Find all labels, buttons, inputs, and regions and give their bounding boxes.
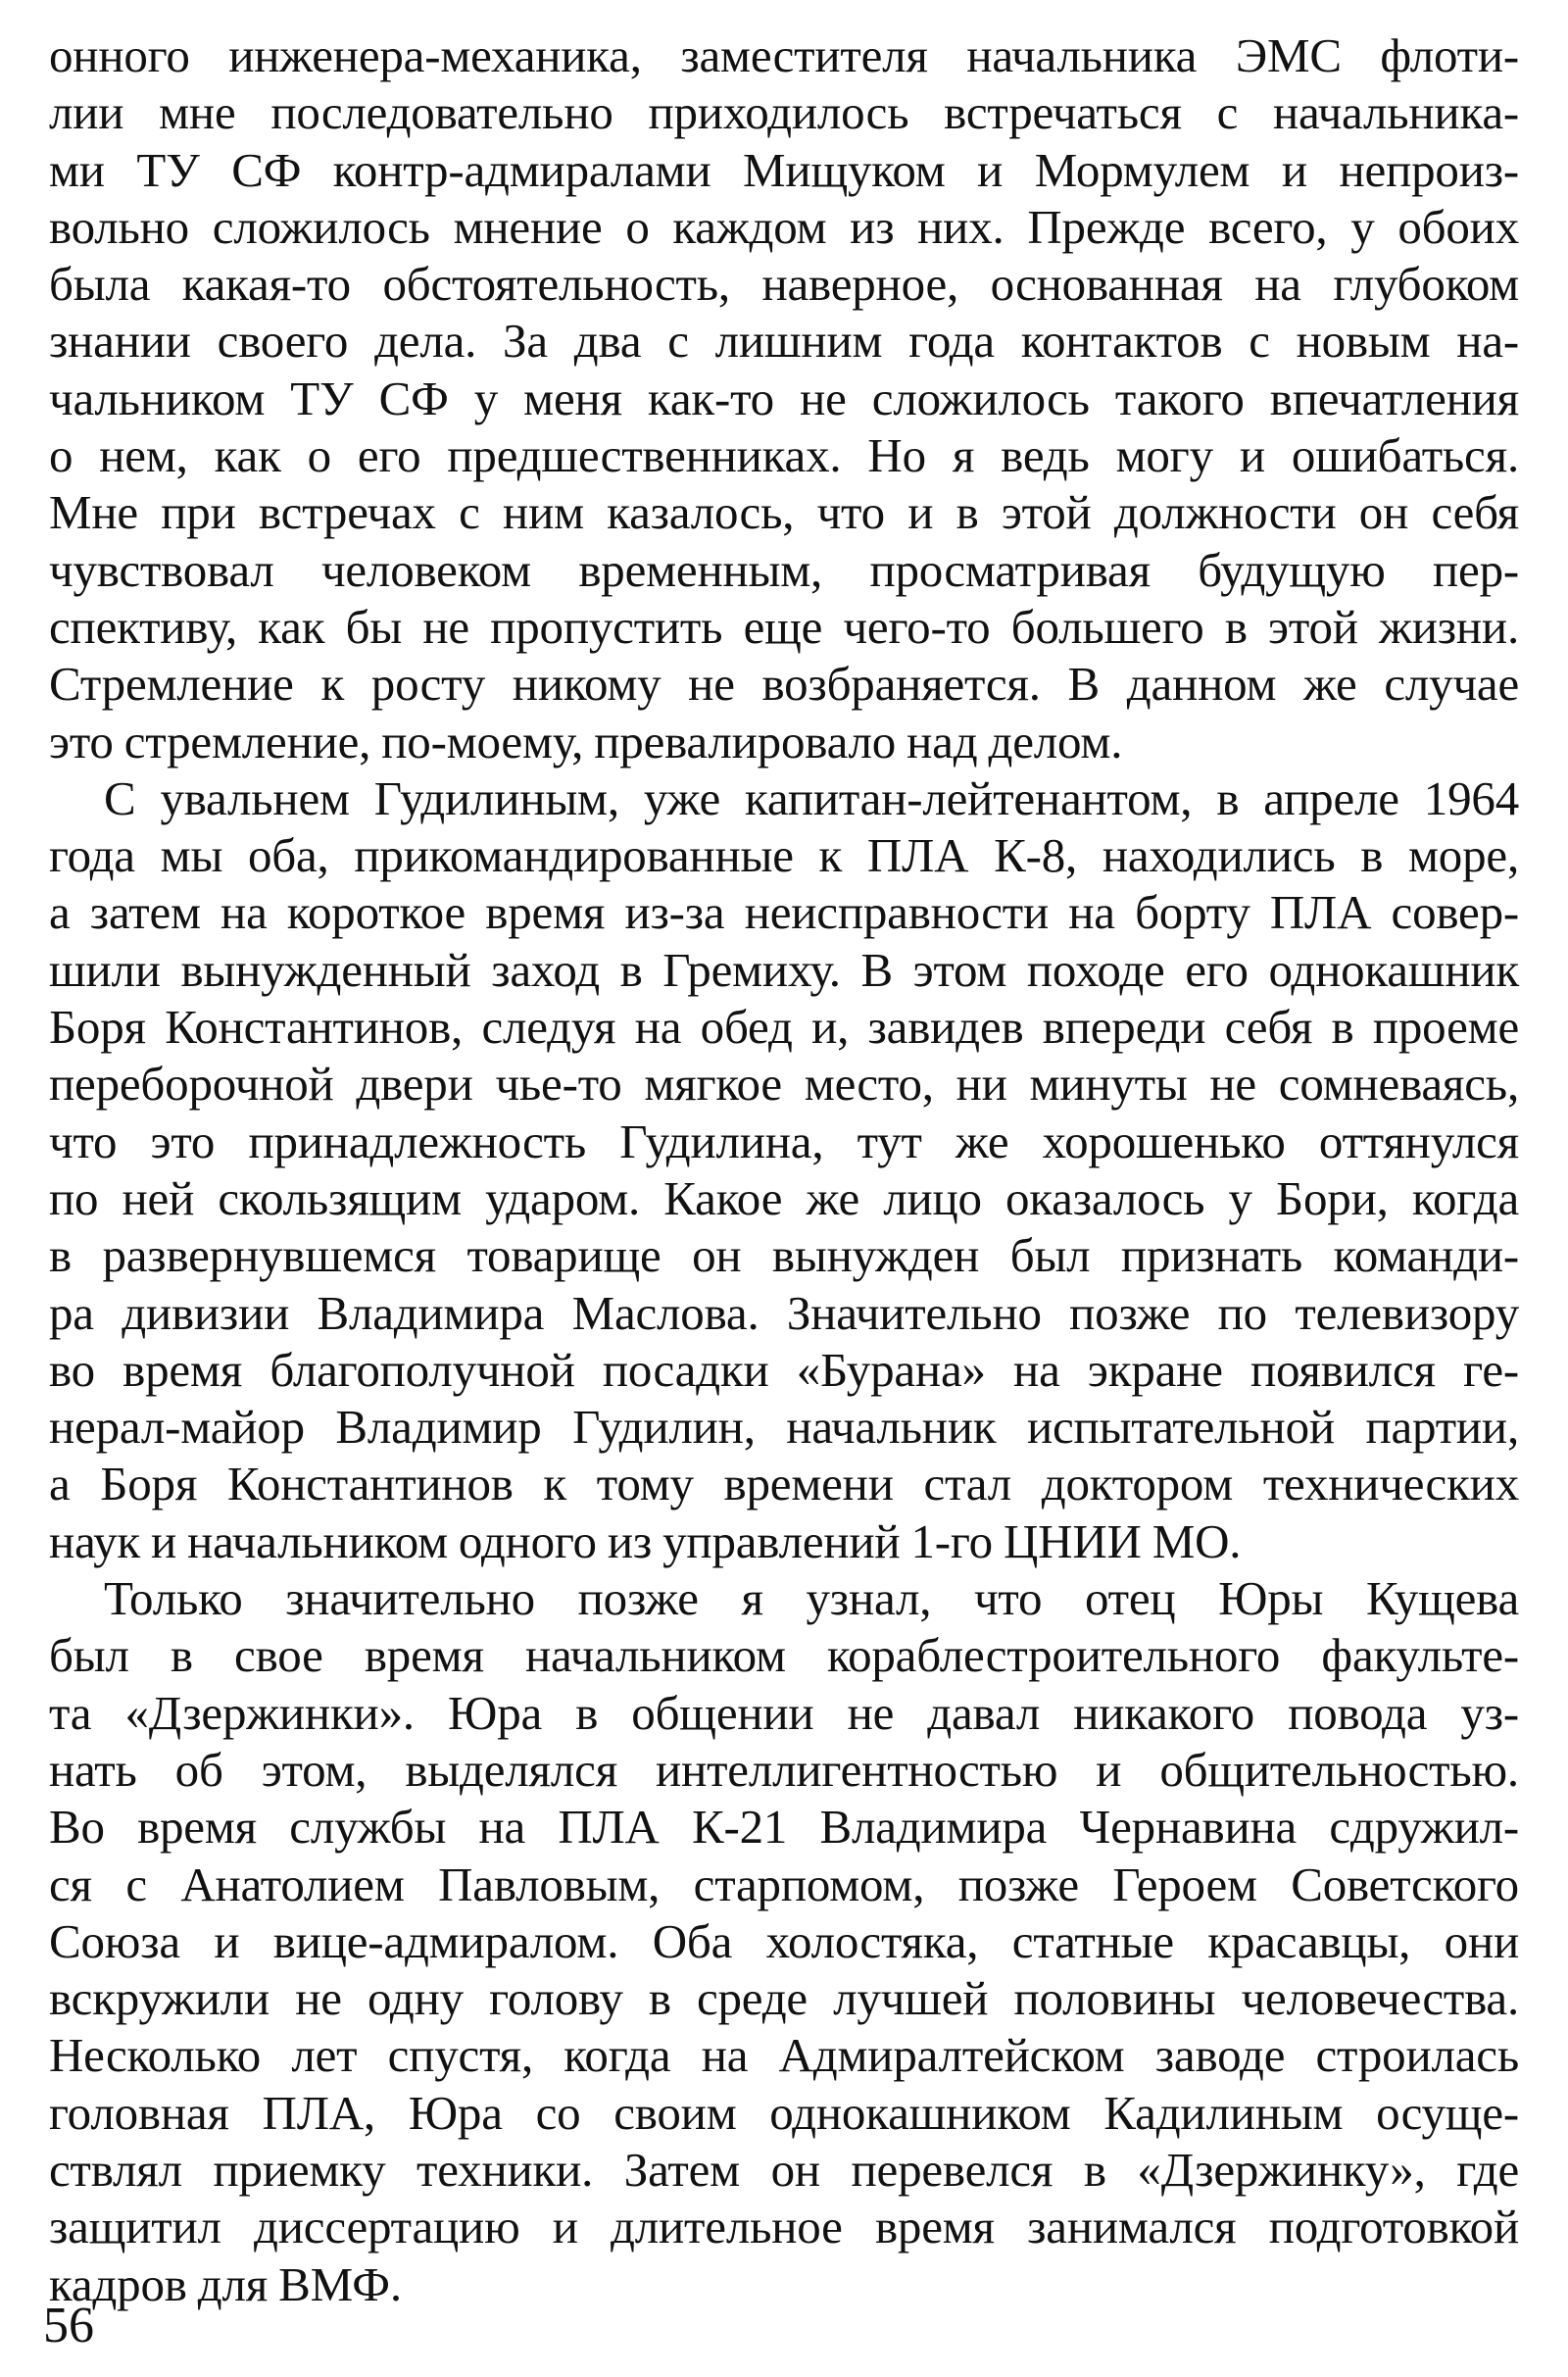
text-line: был в свое время начальником кораблестроительного факульте- bbox=[49, 1628, 1519, 1683]
text-line: Союза и вице-адмиралом. Оба холостяка, статные красавцы, они bbox=[49, 1913, 1519, 1968]
paragraph bbox=[49, 27, 1519, 770]
text-line: ра дивизии Владимира Маслова. Значительно позже по телевизору bbox=[49, 1285, 1519, 1340]
text-line: головная ПЛА, Юра со своим однокашником Кадилиным осуще- bbox=[49, 2085, 1519, 2140]
text-line: Во время службы на ПЛА К-21 Владимира Чернавина сдружил- bbox=[49, 1800, 1519, 1855]
text-line: ми ТУ СФ контр-адмиралами Мищуком и Мормулем и непроиз- bbox=[49, 142, 1519, 197]
text-line: чальником ТУ СФ у меня как-то не сложилось такого впечатления bbox=[49, 371, 1519, 425]
paragraph bbox=[49, 1570, 1519, 2313]
text-line: ся с Анатолием Павловым, старпомом, позже Героем Советского bbox=[49, 1857, 1519, 1911]
text-line: это стремление, по-моему, превалировало над делом. bbox=[49, 714, 1123, 768]
text-line: о нем, как о его предшественниках. Но я ведь могу и ошибаться. bbox=[49, 428, 1519, 483]
text-line: ствлял приемку техники. Затем он перевелся в «Дзержинку», где bbox=[49, 2142, 1519, 2197]
text-line: во время благополучной посадки «Бурана» на экране появился ге- bbox=[49, 1342, 1519, 1397]
text-line: в развернувшемся товарище он вынужден был признать команди- bbox=[49, 1228, 1519, 1283]
text-line: была какая-то обстоятельность, наверное, основанная на глубоком bbox=[49, 257, 1519, 312]
text-line: года мы оба, прикомандированные к ПЛА К-8, находились в море, bbox=[49, 828, 1519, 883]
paragraph bbox=[49, 770, 1519, 1570]
text-line: Стремление к росту никому не возбраняется. В данном же случае bbox=[49, 657, 1519, 712]
text-line: Боря Константинов, следуя на обед и, завидев впереди себя в проеме bbox=[49, 1000, 1519, 1055]
text-line: Несколько лет спустя, когда на Адмиралтейском заводе строилась bbox=[49, 2028, 1519, 2083]
text-line: по ней скользящим ударом. Какое же лицо оказалось у Бори, когда bbox=[49, 1170, 1519, 1225]
text-line: что это принадлежность Гудилина, тут же хорошенько оттянулся bbox=[49, 1114, 1519, 1168]
page-body bbox=[49, 27, 1519, 2313]
text-line: С увальнем Гудилиным, уже капитан-лейтенантом, в апреле 1964 bbox=[104, 770, 1519, 825]
text-line: Только значительно позже я узнал, что отец Юры Кущева bbox=[104, 1571, 1519, 1626]
text-line: кадров для ВМФ. bbox=[49, 2256, 402, 2311]
text-line: вольно сложилось мнение о каждом из них. Прежде всего, у обоих bbox=[49, 199, 1519, 254]
page-number: 56 bbox=[43, 2298, 94, 2353]
text-line: а Боря Константинов к тому времени стал доктором технических bbox=[49, 1457, 1519, 1511]
text-line: защитил диссертацию и длительное время занимался подготовкой bbox=[49, 2200, 1519, 2254]
text-line: наук и начальником одного из управлений 1-го ЦНИИ МО. bbox=[49, 1513, 1242, 1568]
text-line: та «Дзержинки». Юра в общении не давал никакого повода уз- bbox=[49, 1685, 1519, 1740]
text-line: чувствовал человеком временным, просматривая будущую пер- bbox=[49, 542, 1519, 597]
text-line: нерал-майор Владимир Гудилин, начальник испытательной партии, bbox=[49, 1400, 1519, 1455]
text-line: знании своего дела. За два с лишним года контактов с новым на- bbox=[49, 314, 1519, 369]
text-line: лии мне последовательно приходилось встречаться с начальника- bbox=[49, 85, 1519, 140]
text-line: а затем на короткое время из-за неисправности на борту ПЛА совер- bbox=[49, 885, 1519, 940]
text-line: вскружили не одну голову в среде лучшей половины человечества. bbox=[49, 1971, 1519, 2026]
text-line: Мне при встречах с ним казалось, что и в этой должности он себя bbox=[49, 485, 1519, 540]
text-line: переборочной двери чье-то мягкое место, ни минуты не сомневаясь, bbox=[49, 1057, 1519, 1112]
text-line: шили вынужденный заход в Гремиху. В этом походе его однокашник bbox=[49, 942, 1519, 997]
text-line: онного инженера-механика, заместителя начальника ЭМС флоти- bbox=[49, 28, 1519, 82]
text-line: спективу, как бы не пропустить еще чего-то большего в этой жизни. bbox=[49, 599, 1519, 654]
text-line: нать об этом, выделялся интеллигентностью и общительностью. bbox=[49, 1742, 1519, 1797]
